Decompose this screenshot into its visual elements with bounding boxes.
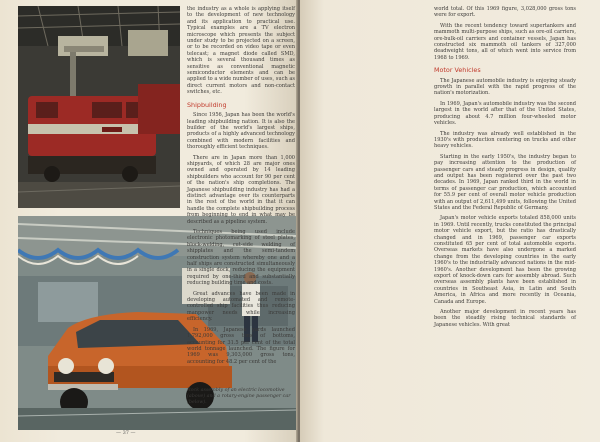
right-text-column: [434, 6, 576, 332]
motor-paragraph: The Japanese automobile industry is enjoying steady growth in parallel with the rapid progress of the nation's motorization.: [434, 77, 576, 97]
motor-paragraph: In 1969, Japan's automobile industry was the second largest in the world after that of the United States, producing about 4.7 million four-wheeled motor vehicles.: [434, 100, 576, 127]
shipbuilding-heading: Shipbuilding: [187, 100, 227, 109]
right-page: [300, 0, 600, 442]
motor-paragraph: Another major development in recent years has been the steadily rising technical standards of Japanese vehicles. With great: [434, 309, 576, 328]
shipbuilding-paragraph: Techniques being used include electronic photomarking of steel plates, block-welding, cut-side welding of shipplates and the semi-tandem construction system whereby one and a half ships are constructed simultaneously in a single dock, reducing the equipment required by one-third and substantially reducing building time and costs.: [187, 229, 295, 287]
intro-paragraph: the industry as a whole is applying itself to the development of new technology and its application to practical use. Typical examples are a TV electron microscope which presents the subject under study to be projected on a screen, or to be recorded on video tape or even telecast; a magnet diode called SMD, which is several thousand times as sensitive as conventional magnetic semiconductor elements and can be applied to a wide number of uses, such as direct current motors and non-contact switches, etc.: [187, 6, 295, 96]
supertanker-paragraph: With the recent tendency toward supertankers and mammoth multi-purpose ships, such as ore-oil carriers, ore-bulk-oil carriers and container vessels, Japan has constructed six mammoth oil tankers of 327,000 deadweight tons, all of which went into service from 1968 to 1969.: [434, 22, 576, 61]
locomotive-photo: [18, 6, 180, 208]
page-number: — 37 —: [116, 430, 136, 436]
left-page: [0, 0, 298, 442]
photo-caption: Rock assembly of an electric locomotive (above) and a rotary-engine passenger car (below).: [187, 388, 291, 405]
shipbuilding-paragraph: Since 1956, Japan has been the world's leading shipbuilding nation. It is also the builder of the world's largest ships, products of a highly advanced technology combined with modern facilities and thoroughly efficient techniques.: [187, 112, 295, 151]
shipbuilding-paragraph: There are in Japan more than 1,000 shipyards, of which 28 are major ones owned and operated by 14 leading shipbuilders who account for 90 per cent of the nation's ship completions. The Japanese shipbuilding industry has had a distinct advantage over its counterparts in the rest of the world in that it can handle the complete shipbuilding process from beginning to end in what may be described as a pipeline system.: [187, 154, 295, 225]
motor-vehicles-heading: Motor Vehicles: [434, 66, 481, 75]
shipbuilding-continued: world total. Of this 1969 figure, 3,028,000 gross tons were for export.: [434, 6, 576, 19]
shipbuilding-paragraph: Great advances have been made in developing automated and remote-controlled ship facilities thus reducing manpower needs while increasing efficiency.: [187, 290, 295, 323]
shipbuilding-paragraph: In 1969, Japanese yards launched 1,792,000 gross tons of bottoms, accounting for 31.5 per cent of the total world tonnage launched. The figure for 1969 was 9,303,000 gross tons, accounting for 48.2 per cent of the: [187, 326, 295, 365]
motor-paragraph: Starting in the early 1950's, the industry began to pay increasing attention to the production of passenger cars and steady progress in design, quality and output has been registered over the past two decades. In 1969, Japan ranked third in the world in terms of passenger car production, which accounted for 55.9 per cent of overall motor vehicle production with an output of 2,611,499 units, following the United States and the Federal Republic of Germany.: [434, 153, 576, 211]
left-text-column: [187, 6, 295, 369]
motor-paragraph: Japan's motor vehicle exports totaled 858,000 units in 1969. Until recently, trucks constituted the principal motor vehicle export, but the ratio has drastically changed and in 1969, passenger car exports constituted 65 per cent of total automobile exports. Overseas markets have also undergone a marked change from the developing countries in the early 1960's to the industrially advanced nations in the mid-1960's. Another development has been the growing export of knock-down cars for assembly abroad. Such overseas assembly plants have been established in countries in Southeast Asia, in Latin and South America, in Africa and more recently in Oceania, Canada and Europe.: [434, 215, 576, 305]
motor-paragraph: The industry was already well established in the 1930's with production centering on trucks and other heavy vehicles.: [434, 130, 576, 150]
